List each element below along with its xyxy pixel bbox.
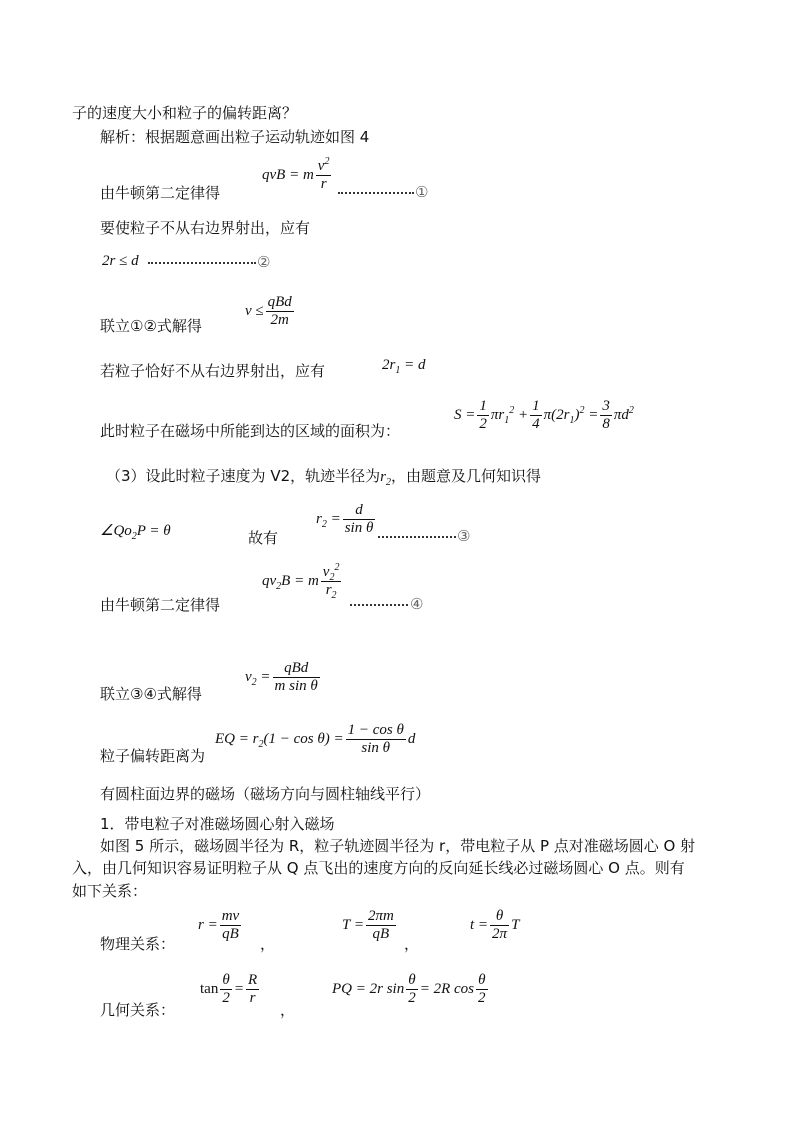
equation-4: $2r_1 = d$ — [382, 357, 426, 376]
deflection-text: 粒子偏转距离为 — [100, 747, 206, 765]
boundary-text: 若粒子恰好不从右边界射出，应有 — [100, 362, 326, 380]
r2-symbol: $r_2$ — [380, 469, 391, 488]
equation-2: 2r ≤ d — [102, 253, 139, 269]
leader-dots-2 — [148, 262, 256, 264]
newton-law-text-1: 由牛顿第二定律得 — [100, 184, 221, 202]
combine-text-1: 联立①②式解得 — [100, 317, 202, 335]
equation-7: $qv_2B = m$ $\frac{v_2^2}{r_2}$ — [262, 562, 340, 601]
equation-tan: tan $\frac{\theta}{2}$ = $\frac{R}{r}$ — [200, 972, 258, 1006]
combine-text-2: 联立③④式解得 — [100, 685, 202, 703]
newton-law-text-2: 由牛顿第二定律得 — [100, 596, 221, 614]
equation-3: v ≤ $\frac{\text{qBd}}{2m}$ — [245, 294, 292, 328]
comma-3: ， — [280, 1001, 296, 1019]
question-tail: 子的速度大小和粒子的偏转距离？ — [72, 104, 298, 122]
geometry-relation-label: 几何关系： — [100, 1001, 176, 1019]
equation-time: t = $\frac{\theta}{2\pi}$ T — [470, 908, 520, 942]
condition-text: 要使粒子不从右边界射出，应有 — [100, 219, 311, 237]
equation-9: EQ = $r_2(1 - \cos \theta)$ = $\frac{\text{1 − cos θ}}{\text{sin θ}}$ d — [215, 722, 416, 756]
equation-angle: $\angle Qo_2P = \theta$ — [100, 523, 171, 542]
therefore-text: 故有 — [248, 529, 279, 547]
equation-8: $v_2$ = $\frac{\text{qBd}}{\text{m sin θ}}$ — [245, 660, 318, 694]
analysis-heading: 解析：根据题意画出粒子运动轨迹如图 4 — [100, 128, 370, 146]
section-heading: 有圆柱面边界的磁场（磁场方向与圆柱轴线平行） — [100, 785, 431, 803]
mark-3: ③ — [457, 527, 471, 545]
leader-dots-1 — [338, 192, 414, 194]
equation-5: S = $\frac{1}{2}$ $\pi r_1^2$ + $\frac{1}{4}$ $\pi(2r_1)^2$ = $\frac{3}{8}$ $\pi d^2$ — [454, 398, 634, 432]
leader-dots-4 — [350, 604, 408, 606]
paragraph-line-2: 入，由几何知识容易证明粒子从 Q 点飞出的速度方向的反向延长线必过磁场圆心 O 点。则有 — [72, 859, 685, 877]
subsection-heading: 1．带电粒子对准磁场圆心射入磁场 — [100, 815, 335, 833]
area-text: 此时粒子在磁场中所能到达的区域的面积为： — [100, 422, 401, 440]
equation-radius: r = $\frac{mv}{qB}$ — [198, 908, 240, 942]
mark-1: ① — [415, 183, 429, 201]
equation-6: $r_2$ = $\frac{d}{\text{sin θ}}$ — [316, 502, 374, 536]
comma-2: ， — [404, 935, 420, 953]
equation-chord: PQ = 2r sin $\frac{\theta}{2}$ = 2R cos $\frac{\theta}{2}$ — [332, 972, 486, 1006]
part3-text: （3）设此时粒子速度为 V2，轨迹半径为$r_2$，由题意及几何知识得 — [106, 467, 541, 488]
paragraph-line-3: 如下关系： — [72, 882, 148, 900]
mark-4: ④ — [410, 595, 424, 613]
paragraph-line-1: 如图 5 所示，磁场圆半径为 R，粒子轨迹圆半径为 r，带电粒子从 P 点对准磁场圆心 O 射 — [100, 837, 696, 855]
physics-relation-label: 物理关系： — [100, 935, 176, 953]
comma-1: ， — [260, 935, 276, 953]
equation-period: T = $\frac{2\pi m}{qB}$ — [342, 908, 394, 942]
leader-dots-3 — [378, 536, 456, 538]
mark-2: ② — [257, 253, 271, 271]
equation-1: qvB = m $\frac{v^2}{r}$ — [262, 156, 330, 192]
